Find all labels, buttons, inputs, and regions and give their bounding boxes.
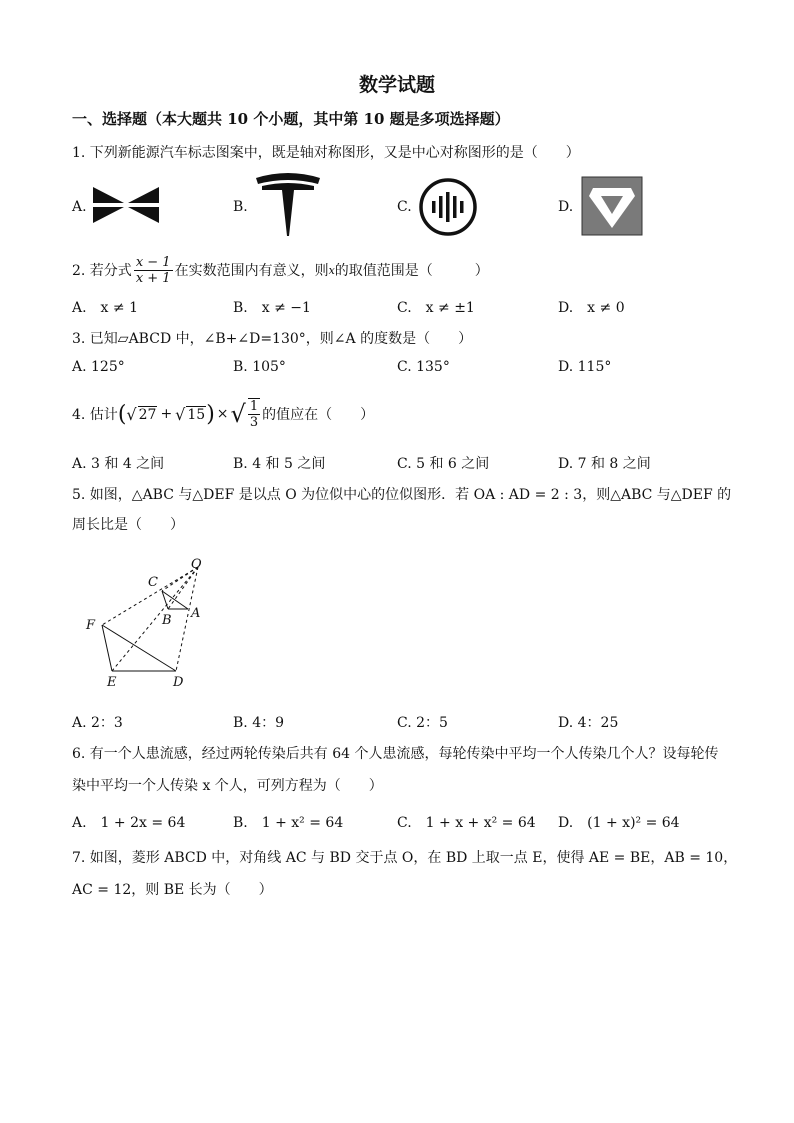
q4-root-1-sign: √: [126, 404, 137, 424]
q4-root-1: 27: [138, 406, 157, 423]
label-B: B: [162, 613, 172, 628]
logo-b-icon: [254, 172, 322, 238]
q4-prefix: 4. 估计: [72, 407, 118, 423]
question-6-line-2: 染中平均一个人传染 x 个人，可列方程为（ ）: [72, 778, 383, 794]
logo-a-icon: [91, 183, 161, 227]
page-title: 数学试题: [358, 74, 435, 96]
q5-option-b: B. 4：9: [233, 715, 285, 731]
label-C: C: [148, 575, 158, 590]
ray-OB: [168, 567, 198, 609]
label-O: O: [191, 557, 202, 572]
q4-option-a: A. 3 和 4 之间: [72, 456, 165, 472]
segment-CB: [162, 591, 168, 609]
q4-root-fraction: [248, 398, 260, 430]
q4-option-b: B. 4 和 5 之间: [233, 456, 326, 472]
q5-option-d: D. 4：25: [558, 715, 619, 731]
q4-root-2-sign: √: [175, 404, 186, 424]
q2-option-a: A. x ≠ 1: [72, 300, 138, 316]
q6-option-c: C. 1 + x + x² = 64: [397, 815, 536, 831]
q1-option-b-label: B.: [233, 199, 248, 215]
q2-option-d: D. x ≠ 0: [558, 300, 625, 316]
q2-fraction-denominator: x + 1: [135, 270, 171, 286]
q5-option-a: A. 2：3: [72, 715, 123, 731]
q3-option-a: A. 125°: [72, 359, 125, 375]
label-E: E: [107, 675, 117, 690]
q2-prefix: 2. 若分式: [72, 263, 132, 279]
section-heading: 一、选择题（本大题共 10 个小题，其中第 10 题是多项选择题）: [72, 110, 510, 128]
q2-option-c: C. x ≠ ±1: [397, 300, 475, 316]
question-6-line-1: 6. 有一个人患流感，经过两轮传染后共有 64 个人患流感，每轮传染中平均一个人传染几个人？设每轮传: [72, 746, 719, 762]
q4-fraction-numerator: 1: [249, 399, 259, 414]
segment-FD: [102, 625, 176, 671]
label-F: F: [86, 618, 96, 633]
q4-fraction-denominator: 3: [249, 415, 259, 430]
q6-option-b: B. 1 + x² = 64: [233, 815, 344, 831]
q1-option-a-label: A.: [72, 199, 87, 215]
q2-fraction: [134, 255, 173, 286]
question-4-stem: [72, 392, 374, 436]
q6-option-d: D. (1 + x)² = 64: [558, 815, 680, 831]
q3-option-d: D. 115°: [558, 359, 612, 375]
q4-plus: +: [160, 406, 173, 422]
q1-option-d-label: D.: [558, 199, 574, 215]
q4-root-2: 15: [187, 406, 206, 423]
q3-option-b: B. 105°: [233, 359, 286, 375]
question-7-line-2: AC = 12，则 BE 长为（ ）: [72, 882, 273, 898]
q2-suffix-2: 的取值范围是（ ）: [334, 263, 489, 279]
q2-variable: x: [328, 263, 335, 277]
q6-option-a: A. 1 + 2x = 64: [72, 815, 186, 831]
question-7-line-1: 7. 如图，菱形 ABCD 中，对角线 AC 与 BD 交于点 O，在 BD 上取一点 E，使得 AE = BE，AB = 10，: [72, 850, 738, 866]
q4-option-d: D. 7 和 8 之间: [558, 456, 651, 472]
q2-fraction-numerator: x − 1: [135, 254, 171, 270]
segment-FE: [102, 625, 112, 671]
q4-right-paren: ): [206, 401, 215, 427]
question-3-stem: 3. 已知▱ABCD 中，∠B+∠D=130°，则∠A 的度数是（ ）: [72, 331, 473, 347]
logo-d-icon: [581, 176, 643, 236]
q2-option-b: B. x ≠ −1: [233, 300, 311, 316]
question-1-stem: 1. 下列新能源汽车标志图案中，既是轴对称图形，又是中心对称图形的是（ ）: [72, 145, 580, 161]
q3-option-c: C. 135°: [397, 359, 450, 375]
q1-option-c-label: C.: [397, 199, 412, 215]
q4-suffix: 的值应在（ ）: [262, 407, 375, 423]
logo-c-icon: [418, 177, 478, 237]
question-5-line-1: 5. 如图，△ABC 与△DEF 是以点 O 为位似中心的位似图形．若 OA : AD = 2 : 3，则△ABC 与△DEF 的: [72, 487, 732, 503]
q5-figure: [80, 555, 220, 690]
q4-root-3-sign: √: [230, 400, 246, 428]
question-5-line-2: 周长比是（ ）: [72, 517, 184, 533]
q4-times: ×: [216, 406, 229, 422]
label-D: D: [173, 675, 184, 690]
label-A: A: [191, 606, 201, 621]
q2-suffix: 在实数范围内有意义，则: [174, 263, 329, 279]
q4-option-c: C. 5 和 6 之间: [397, 456, 490, 472]
q4-left-paren: (: [117, 401, 127, 427]
q5-option-c: C. 2：5: [397, 715, 448, 731]
question-2-stem: [72, 252, 489, 288]
